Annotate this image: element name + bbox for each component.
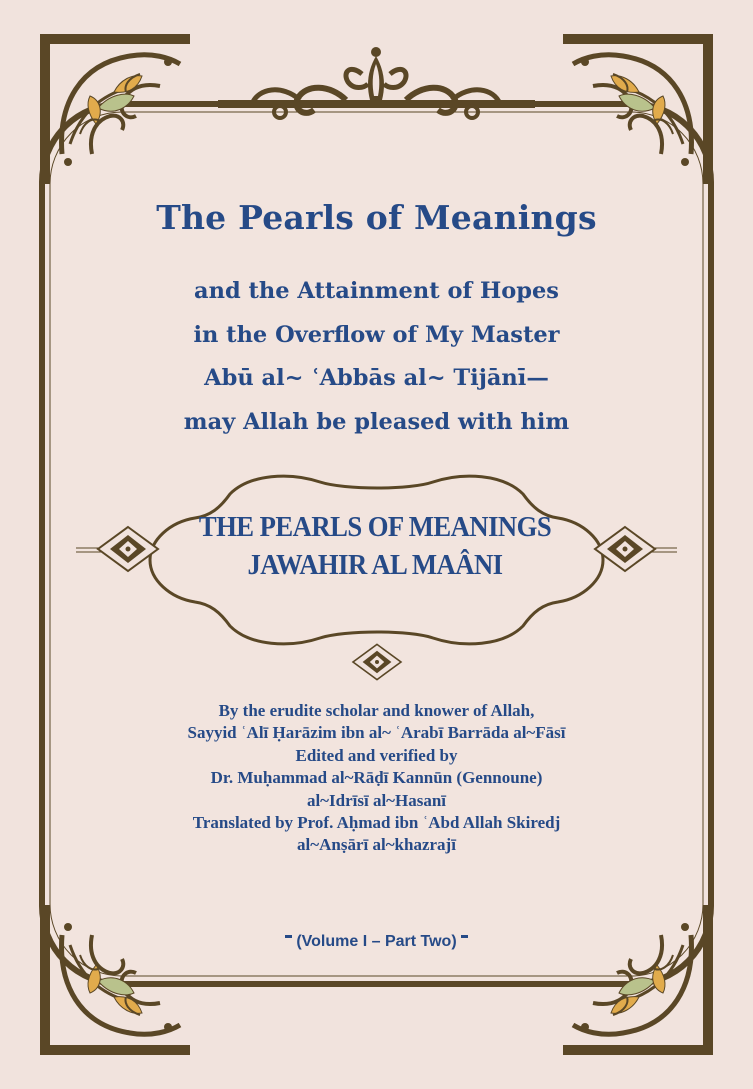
credit-line: al~Idrīsī al~Hasanī [306,790,447,810]
subtitle-line: Abū al~ ʿAbbās al~ Tijānī— [204,365,549,391]
credit-line: Sayyid ʿAlī Ḥarāzim ibn al~ ʿArabī Barrāda al~Fāsī [187,723,566,743]
author-credits [100,700,653,857]
banner-line-transliteration: JAWAHIR AL MAÂNI [247,549,503,581]
top-center-ornament [218,47,535,118]
dash-right [461,935,468,938]
volume-label [150,933,603,951]
dash-left [285,935,292,938]
credit-line: Edited and verified by [295,745,458,765]
subtitle-line: may Allah be pleased with him [183,408,570,435]
credit-line: al~Anṣārī al~khazrajī [297,835,456,855]
credit-line: Dr. Muḥammad al~Rāḍī Kannūn (Gennoune) [210,768,543,788]
book-title: The Pearls of Meanings [156,198,597,237]
subtitle-line: in the Overflow of My Master [193,321,560,348]
book-subtitle [40,270,713,444]
credit-line: By the erudite scholar and knower of Allah, [218,701,535,720]
banner-title [168,508,582,584]
banner-line-english: THE PEARLS OF MEANINGS [198,511,552,543]
volume-text: (Volume I – Part Two) [296,933,457,950]
subtitle-line: and the Attainment of Hopes [194,278,559,304]
credit-line: Translated by Prof. Aḥmad ibn ʿAbd Allah Skiredj [192,813,561,833]
